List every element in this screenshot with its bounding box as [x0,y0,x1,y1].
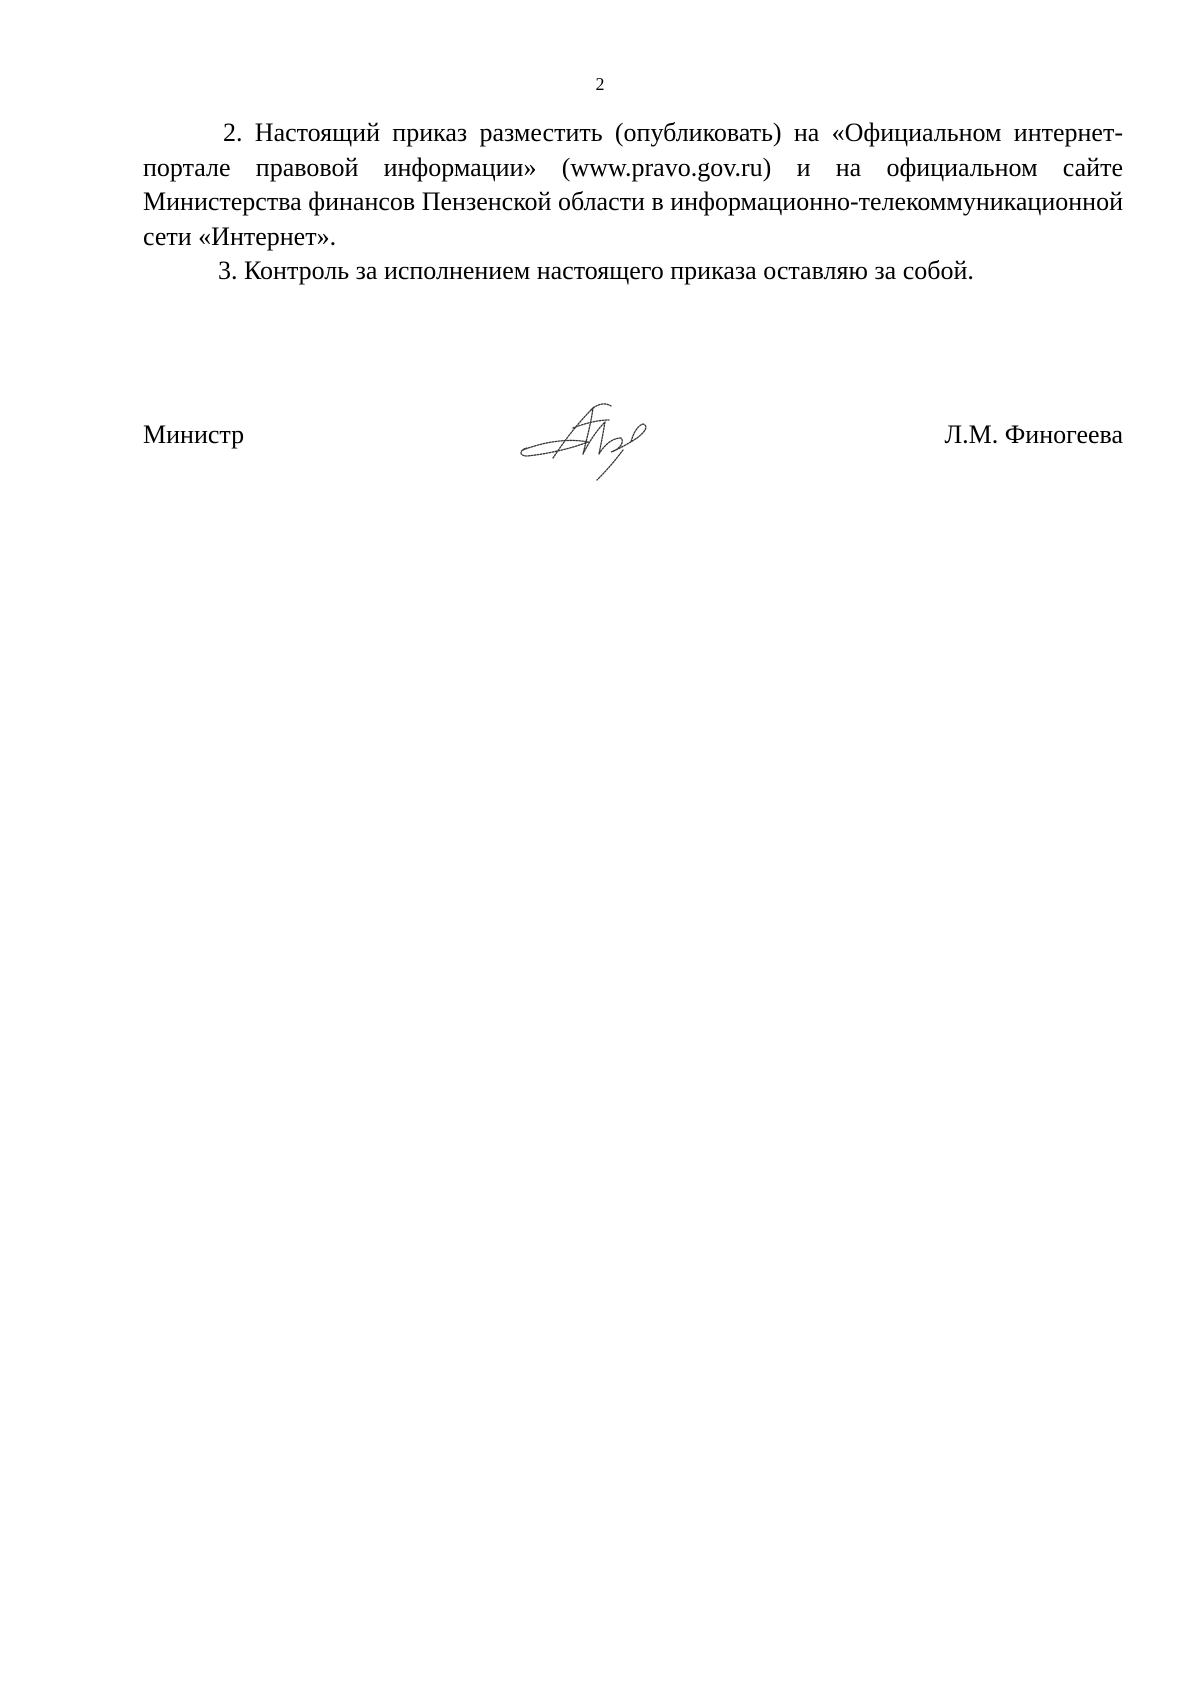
signature-icon [513,398,673,488]
signature-block [143,418,1123,508]
paragraph-2: 2. Настоящий приказ разместить (опубликовать) на «Официальном интернет-портале правовой информации» (www.pravo.gov.ru) и на официальном сайте Министерства финансов Пензенской области в информационно-телекоммуникационной сети «Интернет». [143,118,1123,251]
paragraph-3: 3. Контроль за исполнением настоящего приказа оставляю за собой. [218,256,974,285]
document-body [143,116,1123,289]
signatory-name: Л.М. Финогеева [944,420,1123,449]
page-number: 2 [595,74,605,94]
signatory-title: Министр [143,420,245,449]
